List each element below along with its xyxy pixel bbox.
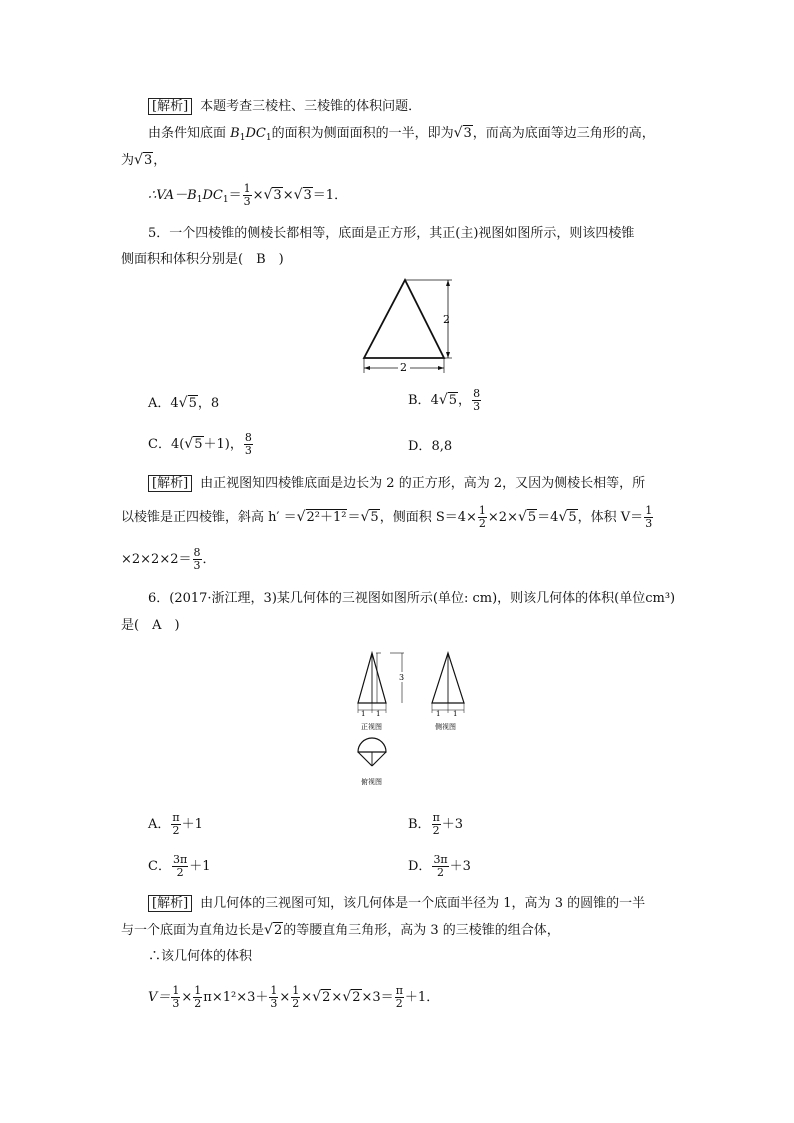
- text: 的面积为侧面面积的一半，即为: [271, 126, 454, 141]
- analysis-tag: [解析]: [148, 475, 192, 492]
- q6-option-d: D． $\frac{3\pi}{2}$ ＋3: [408, 853, 471, 879]
- dim-label: 1: [436, 710, 441, 718]
- q5-option-c: C．4(√5＋1)， $\frac{8}{3}$: [148, 431, 252, 457]
- text: DC: [202, 188, 223, 203]
- q6-three-views-figure: [352, 648, 472, 790]
- q5-front-view-figure: [355, 275, 465, 375]
- top-view-label: 俯视图: [361, 778, 382, 786]
- dim-label: 1: [453, 710, 458, 718]
- analysis-tag: [解析]: [148, 98, 192, 115]
- analysis-tag: [解析]: [148, 895, 192, 912]
- sub: 1: [222, 195, 229, 205]
- top-view: [358, 738, 386, 786]
- q5-option-b: B．4√5， $\frac{8}{3}$: [408, 387, 481, 413]
- height-label: 3: [399, 673, 405, 682]
- arrow: [446, 352, 450, 358]
- q5-stem-line1: 5．一个四棱锥的侧棱长都相等，底面是正方形，其正(主)视图如图所示，则该四棱锥: [148, 226, 635, 241]
- sqrt: √3: [134, 152, 153, 168]
- q6-stem-line2: 是( A ): [121, 618, 180, 633]
- sqrt: √3: [453, 125, 472, 141]
- q5-stem-line2: 侧面积和体积分别是( B ): [121, 252, 284, 267]
- var-d: D: [245, 126, 256, 141]
- side-view: [432, 653, 464, 731]
- text: 由条件知底面: [148, 126, 231, 141]
- var-b: B: [230, 126, 240, 141]
- triangle: [364, 280, 444, 358]
- q6-option-c: C． $\frac{3\pi}{2}$ ＋1: [148, 853, 211, 879]
- q6-volume-formula: V＝ $\frac{1}{3}$ × $\frac{1}{2}$ π×1²×3＋ $\frac{1}{3}$ × $\frac{1}{2}$ ×√2×√2×3＝ $\frac{\pi}{2}$ ＋1．: [148, 984, 440, 1010]
- dim-label: 1: [376, 710, 381, 718]
- q6-option-a: A． $\frac{\pi}{2}$ ＋1: [148, 811, 203, 837]
- arrow: [438, 366, 444, 370]
- sub: 1: [196, 195, 203, 205]
- text: ∴VA－B: [148, 188, 197, 203]
- side-view-label: 侧视图: [435, 723, 456, 731]
- front-view-label: 正视图: [361, 723, 382, 731]
- q4-intro: 本题考查三棱柱、三棱锥的体积问题．: [200, 99, 422, 114]
- front-view: [358, 653, 386, 731]
- sub: 1: [265, 133, 272, 143]
- base-label: 2: [400, 361, 407, 374]
- sub: 1: [239, 133, 246, 143]
- arrow: [446, 280, 450, 286]
- text: 为: [121, 153, 135, 168]
- q4-volume: $\therefore VA-B_1DC_1=$ $\frac{1}{3}$ ×√3×√3＝1．: [148, 182, 348, 208]
- fraction: $\frac{1}{3}$: [243, 182, 251, 208]
- q4-line2: [121, 151, 166, 170]
- q5-option-d: D．8,8: [408, 439, 453, 454]
- q6-option-b: B． $\frac{\pi}{2}$ ＋3: [408, 811, 464, 837]
- q6-stem-line1: 6．(2017·浙江理，3)某几何体的三视图如图所示(单位: cm)，则该几何体的体积(单位cm³): [148, 591, 676, 606]
- text: ，而高为底面等边三角形的高，: [472, 126, 655, 141]
- q5-option-a: A．4√5，8: [148, 395, 220, 411]
- q5-analysis-line3: ×2×2×2＝ $\frac{8}{3}$ ．: [121, 546, 216, 572]
- arrow: [364, 366, 370, 370]
- q5-analysis-line2: 以棱锥是正四棱锥，斜高 h′ ＝√2²＋1²＝√5，侧面积 S＝4× $\frac{1}{2}$ ×2×√5＝4√5，体积 V＝ $\frac{1}{3}$: [121, 504, 653, 530]
- q4-analysis-line: [148, 98, 421, 116]
- q4-line1: [148, 124, 655, 147]
- height-label: 2: [443, 313, 450, 326]
- q6-analysis-line1: [解析] 由几何体的三视图可知，该几何体是一个底面半径为 1，高为 3 的圆锥的一半: [148, 895, 645, 913]
- text: ＝1．: [312, 188, 348, 203]
- var-c: C: [255, 126, 266, 141]
- dim-label: 1: [361, 710, 366, 718]
- text: ，: [153, 153, 167, 168]
- q6-analysis-line2: 与一个底面为直角边长是√2的等腰直角三角形，高为 3 的三棱锥的组合体，: [121, 922, 560, 938]
- q5-analysis-line1: [解析] 由正视图知四棱锥底面是边长为 2 的正方形，高为 2，又因为侧棱长相等，所: [148, 475, 645, 493]
- text: ＝: [228, 188, 242, 203]
- q6-analysis-line3: ∴该几何体的体积: [148, 949, 253, 964]
